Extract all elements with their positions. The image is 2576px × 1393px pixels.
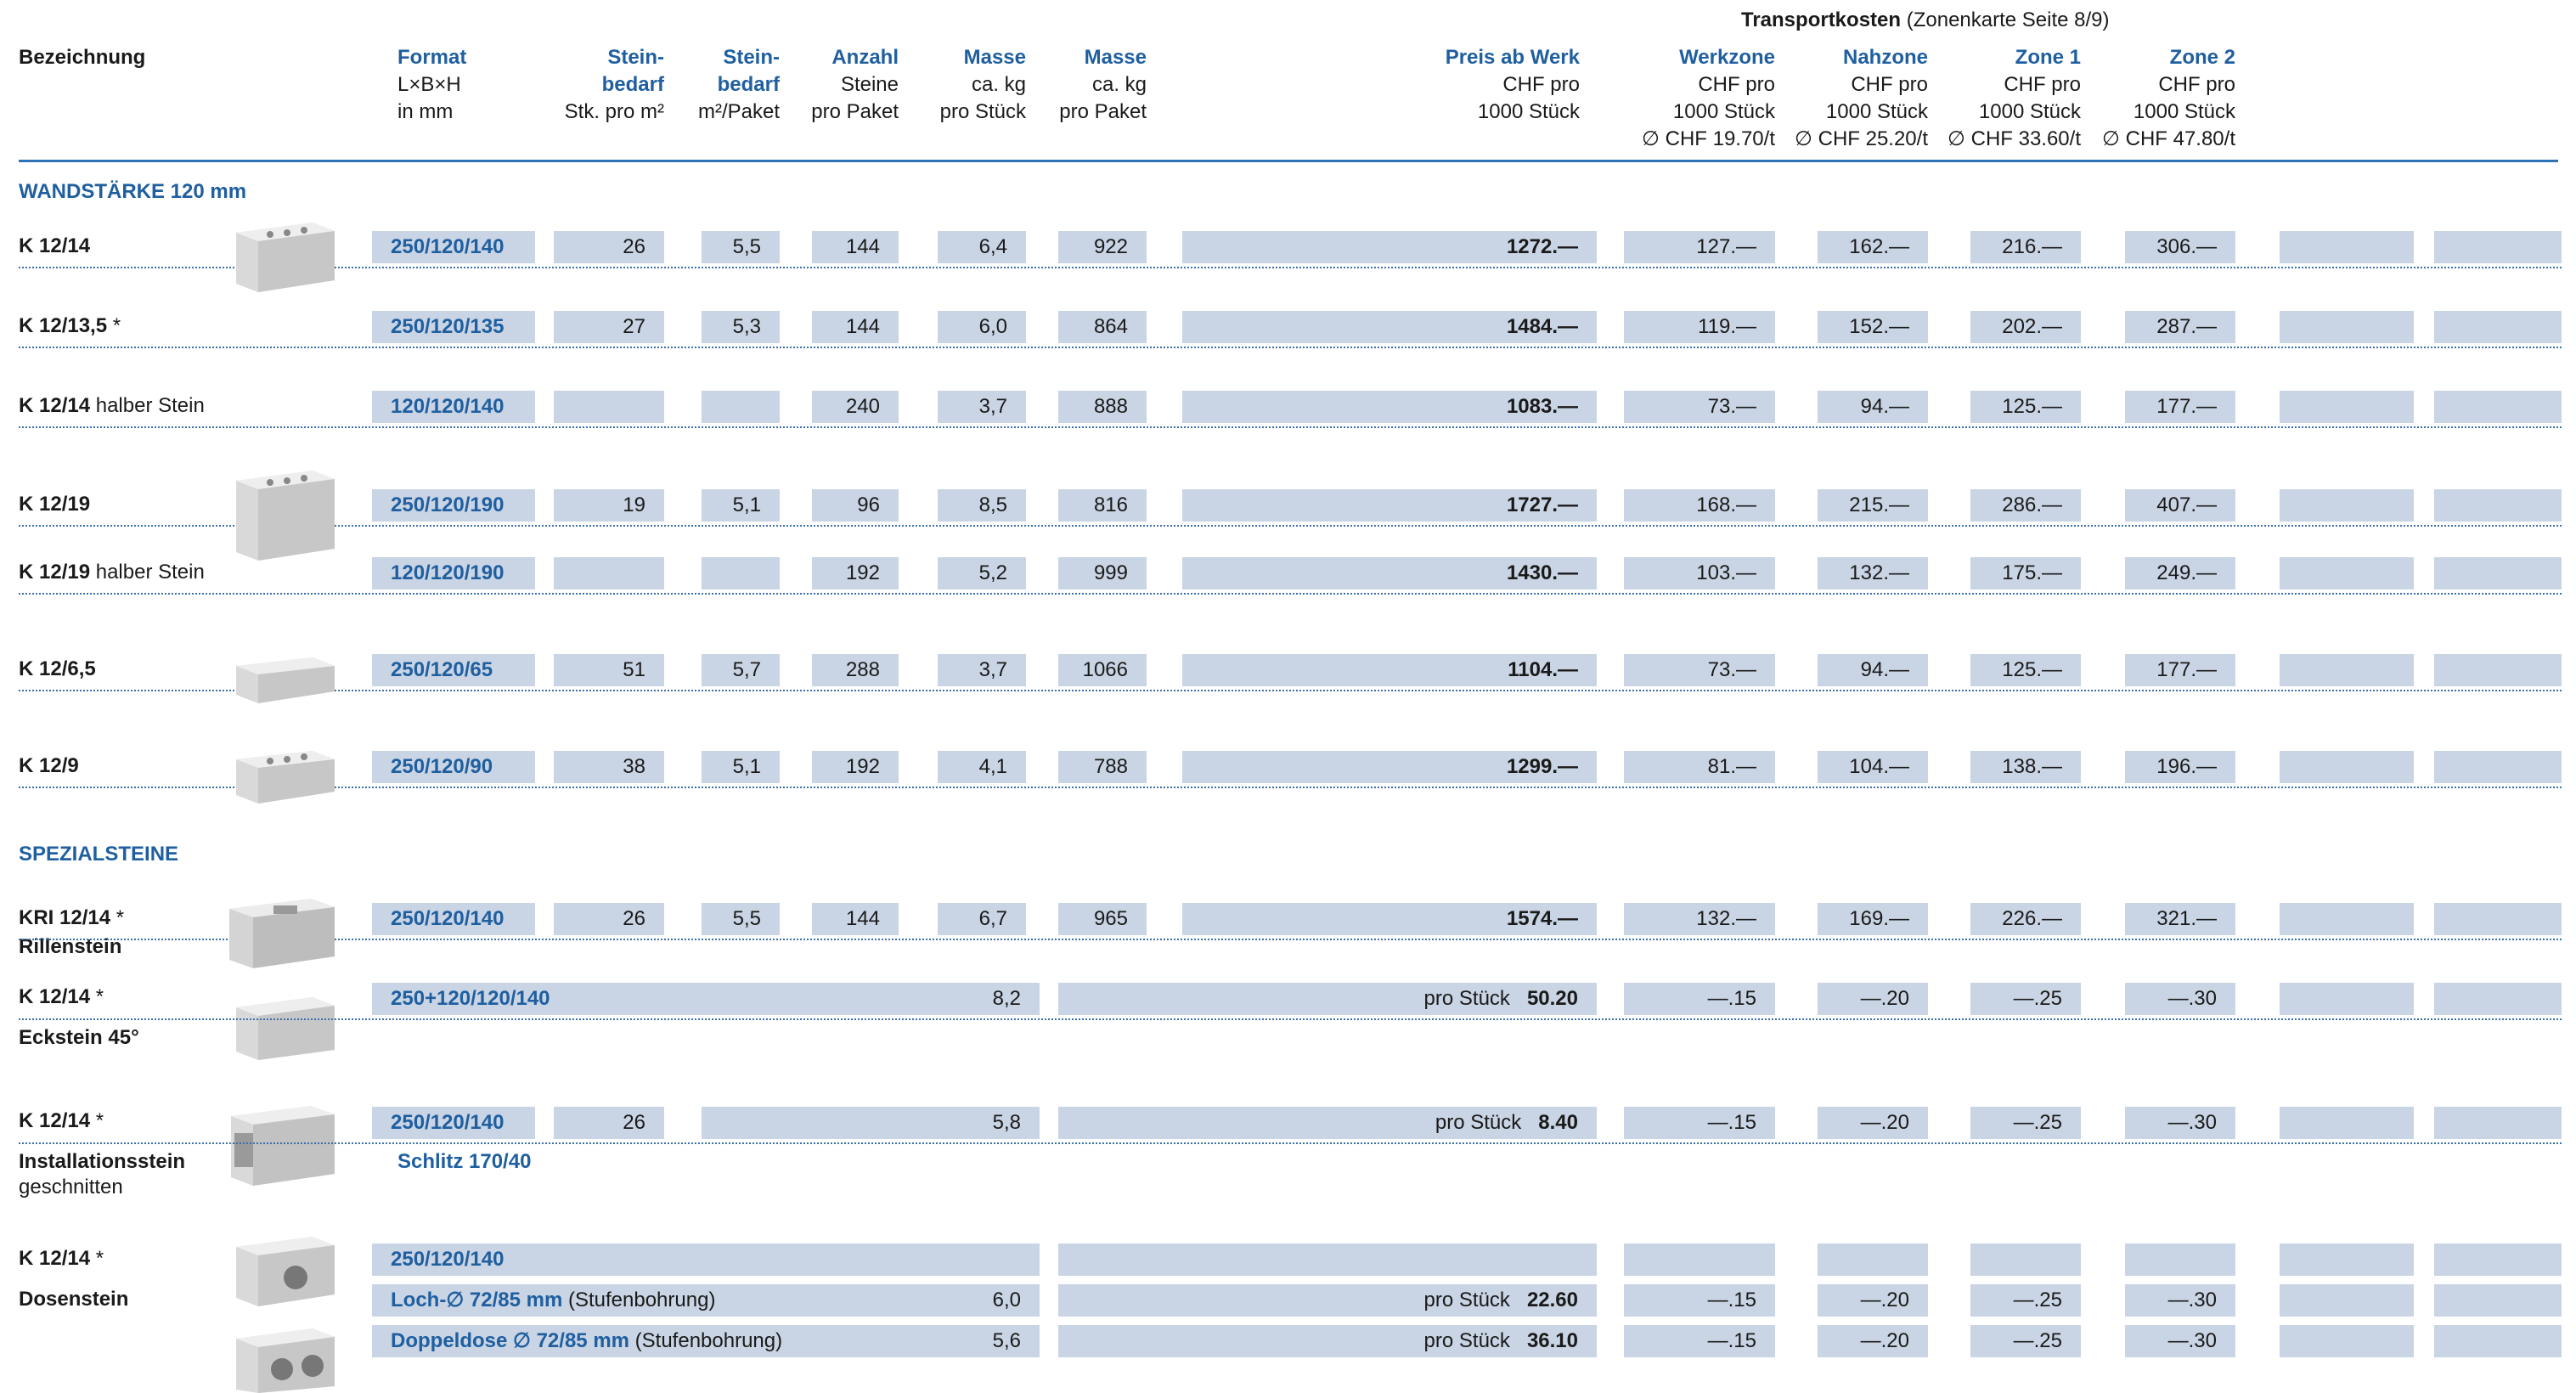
brick-icon <box>228 1221 338 1310</box>
zone-cell <box>2280 1107 2414 1139</box>
table-cell: 5,1 <box>702 751 780 783</box>
eckstein-sub: Eckstein 45° <box>19 1026 139 1049</box>
zone-cell <box>2280 1244 2414 1276</box>
table-cell <box>2434 489 2562 522</box>
table-cell: 27 <box>554 311 664 343</box>
dosen-price-empty <box>1058 1244 1597 1276</box>
table-cell <box>2280 311 2414 343</box>
row-name: K 12/19 <box>19 561 91 584</box>
row-label <box>19 394 205 418</box>
table-cell <box>2434 311 2562 343</box>
table-cell: 1727.— <box>1182 489 1597 522</box>
table-cell: 120/120/140 <box>372 391 535 423</box>
table-cell <box>2280 751 2414 783</box>
table-cell: 192 <box>812 751 899 783</box>
table-cell <box>554 391 664 423</box>
col-nahzone: Nahzone CHF pro 1000 Stück ∅ CHF 25.20/t <box>1795 46 1928 150</box>
zone-cell <box>1624 1244 1775 1276</box>
table-cell: 788 <box>1058 751 1147 783</box>
table-cell: 306.— <box>2125 231 2235 263</box>
table-cell: 5,5 <box>702 903 780 935</box>
table-cell <box>2280 391 2414 423</box>
col-bedarf-stk: Stein- bedarf Stk. pro m² <box>564 46 664 123</box>
table-cell: 1430.— <box>1182 557 1597 589</box>
table-cell: 144 <box>812 903 899 935</box>
zone-cell <box>2125 1244 2235 1276</box>
table-cell: 144 <box>812 311 899 343</box>
table-cell: 215.— <box>1818 489 1928 522</box>
row-name: K 12/6,5 <box>19 657 96 680</box>
row-divider <box>19 1142 2562 1144</box>
table-cell <box>2280 231 2414 263</box>
col-zone2: Zone 2 CHF pro 1000 Stück ∅ CHF 47.80/t <box>2102 46 2235 150</box>
install-format2: Schlitz 170/40 <box>397 1150 532 1173</box>
table-cell: 120/120/190 <box>372 557 535 589</box>
install-format-bar: 250/120/140 <box>372 1107 535 1139</box>
row-divider <box>19 593 2562 595</box>
table-cell: 1299.— <box>1182 751 1597 783</box>
table-cell <box>702 557 780 589</box>
zone-cell <box>2434 1325 2562 1357</box>
dosen-sub: Dosenstein <box>19 1288 129 1311</box>
row-name: K 12/14 <box>19 234 91 257</box>
row-label <box>19 493 90 516</box>
table-cell: 1066 <box>1058 654 1147 686</box>
row-label <box>19 314 121 338</box>
table-cell <box>2280 557 2414 589</box>
transport-note: (Zonenkarte Seite 8/9) <box>1906 8 2110 31</box>
row-suffix: * <box>107 314 121 337</box>
section-spezialsteine: SPEZIALSTEINE <box>19 843 179 866</box>
zone-cell <box>2280 1325 2414 1357</box>
table-cell <box>2280 903 2414 935</box>
dosen-format-bar: 250/120/140 <box>372 1244 1040 1276</box>
table-cell: 216.— <box>1970 231 2081 263</box>
table-cell: 5,5 <box>702 231 780 263</box>
zone-cell: —.20 <box>1818 1284 1928 1317</box>
table-cell: 73.— <box>1624 391 1775 423</box>
table-cell: 177.— <box>2125 654 2235 686</box>
table-cell: 250/120/140 <box>372 903 535 935</box>
col-bezeichnung: Bezeichnung <box>19 46 146 69</box>
section-wandstaerke: WANDSTÄRKE 120 mm <box>19 180 247 203</box>
table-cell: 250/120/140 <box>372 231 535 263</box>
zone-cell: —.20 <box>1818 1107 1928 1139</box>
table-cell: 287.— <box>2125 311 2235 343</box>
zone-cell <box>2434 1107 2562 1139</box>
table-cell: 73.— <box>1624 654 1775 686</box>
col-zone1: Zone 1 CHF pro 1000 Stück ∅ CHF 33.60/t <box>1948 46 2081 150</box>
zone-cell: —.30 <box>2125 1284 2235 1317</box>
zone-cell: —.20 <box>1818 983 1928 1015</box>
install-masse-bar: 5,8 <box>702 1107 1040 1139</box>
header-rule <box>19 160 2558 162</box>
table-cell: 5,1 <box>702 489 780 522</box>
col-format: Format L×B×H in mm <box>397 46 467 123</box>
table-cell: 1484.— <box>1182 311 1597 343</box>
table-cell: 999 <box>1058 557 1147 589</box>
table-cell: 3,7 <box>938 654 1026 686</box>
row-suffix: halber Stein <box>90 394 205 417</box>
zone-cell: —.15 <box>1624 1325 1775 1357</box>
table-cell: 8,5 <box>938 489 1026 522</box>
zone-cell: —.30 <box>2125 1325 2235 1357</box>
table-cell: 288 <box>812 654 899 686</box>
table-cell: 196.— <box>2125 751 2235 783</box>
install-price-bar: pro Stück 8.40 <box>1058 1107 1597 1139</box>
table-cell: 922 <box>1058 231 1147 263</box>
table-cell <box>2434 231 2562 263</box>
table-cell: 250/120/135 <box>372 311 535 343</box>
table-cell: 965 <box>1058 903 1147 935</box>
zone-cell <box>2434 983 2562 1015</box>
eckstein-price-bar: pro Stück 50.20 <box>1058 983 1597 1015</box>
table-cell: 175.— <box>1970 557 2081 589</box>
zone-cell: —.25 <box>1970 1284 2081 1317</box>
zone-cell: —.25 <box>1970 1325 2081 1357</box>
brick-icon <box>228 985 338 1062</box>
row-label <box>19 234 90 258</box>
table-cell: 119.— <box>1624 311 1775 343</box>
zone-cell <box>2434 1244 2562 1276</box>
table-cell: 6,0 <box>938 311 1026 343</box>
zone-cell <box>2280 1284 2414 1317</box>
table-cell: 240 <box>812 391 899 423</box>
eckstein-format-bar: 250+120/120/140 8,2 <box>372 983 1040 1015</box>
doppel-price-bar: pro Stück 36.10 <box>1058 1325 1597 1357</box>
zone-cell <box>1818 1244 1928 1276</box>
table-cell: 6,7 <box>938 903 1026 935</box>
table-cell <box>2434 751 2562 783</box>
col-anzahl: Anzahl Steine pro Paket <box>811 46 899 123</box>
row-label <box>19 906 124 930</box>
table-cell: 138.— <box>1970 751 2081 783</box>
brick-icon <box>228 741 338 809</box>
table-cell: 888 <box>1058 391 1147 423</box>
row-name: K 12/14 <box>19 394 91 417</box>
zone-cell: —.20 <box>1818 1325 1928 1357</box>
zone-cell: —.30 <box>2125 1107 2235 1139</box>
table-cell: 104.— <box>1818 751 1928 783</box>
col-masse-paket: Masse ca. kg pro Paket <box>1059 46 1147 123</box>
table-cell <box>2434 391 2562 423</box>
row-divider <box>19 525 2562 527</box>
table-cell: 1574.— <box>1182 903 1597 935</box>
table-cell: 125.— <box>1970 654 2081 686</box>
table-cell: 132.— <box>1818 557 1928 589</box>
eckstein-label: K 12/14 * <box>19 985 104 1008</box>
col-werkzone: Werkzone CHF pro 1000 Stück ∅ CHF 19.70/t <box>1642 46 1775 150</box>
table-cell: 3,7 <box>938 391 1026 423</box>
brick-icon <box>228 649 338 710</box>
row-divider <box>19 347 2562 348</box>
table-cell: 1272.— <box>1182 231 1597 263</box>
table-cell: 5,7 <box>702 654 780 686</box>
row-name: K 12/19 <box>19 493 91 516</box>
zone-cell: —.25 <box>1970 1107 2081 1139</box>
table-cell: 6,4 <box>938 231 1026 263</box>
table-cell: 81.— <box>1624 751 1775 783</box>
table-cell: 94.— <box>1818 391 1928 423</box>
table-cell: 152.— <box>1818 311 1928 343</box>
transport-title: Transportkosten <box>1741 8 1902 31</box>
table-cell: 1104.— <box>1182 654 1597 686</box>
table-cell: 169.— <box>1818 903 1928 935</box>
row-divider <box>19 787 2562 788</box>
table-cell: 5,2 <box>938 557 1026 589</box>
zone-cell: —.30 <box>2125 983 2235 1015</box>
table-cell: 816 <box>1058 489 1147 522</box>
transport-header <box>1741 7 2110 34</box>
brick-icon <box>223 883 341 972</box>
table-cell: 1083.— <box>1182 391 1597 423</box>
table-cell <box>2280 654 2414 686</box>
brick-icon <box>228 1315 338 1393</box>
install-sub2: geschnitten <box>19 1176 123 1198</box>
table-cell <box>2434 654 2562 686</box>
row-divider <box>19 267 2562 268</box>
table-cell <box>554 557 664 589</box>
row-label <box>19 657 96 681</box>
table-cell: 5,3 <box>702 311 780 343</box>
brick-icon <box>223 1091 341 1191</box>
zone-cell <box>2434 1284 2562 1317</box>
loch-price-bar: pro Stück 22.60 <box>1058 1284 1597 1317</box>
row-label <box>19 754 79 778</box>
row-suffix: halber Stein <box>90 561 205 584</box>
table-cell: 249.— <box>2125 557 2235 589</box>
doppel-bar: Doppeldose ∅ 72/85 mm (Stufenbohrung) 5,6 <box>372 1325 1040 1357</box>
table-cell: 202.— <box>1970 311 2081 343</box>
install-stk-bar: 26 <box>554 1107 664 1139</box>
table-cell: 127.— <box>1624 231 1775 263</box>
loch-bar: Loch-∅ 72/85 mm (Stufenbohrung) 6,0 <box>372 1284 1040 1317</box>
zone-cell: —.15 <box>1624 1107 1775 1139</box>
table-cell: 26 <box>554 903 664 935</box>
table-cell: 864 <box>1058 311 1147 343</box>
table-cell: 96 <box>812 489 899 522</box>
table-cell <box>702 391 780 423</box>
row-divider <box>19 939 2562 940</box>
table-cell: 168.— <box>1624 489 1775 522</box>
table-cell: 177.— <box>2125 391 2235 423</box>
table-cell: 192 <box>812 557 899 589</box>
table-cell: 250/120/65 <box>372 654 535 686</box>
table-cell: 144 <box>812 231 899 263</box>
row-name: K 12/9 <box>19 754 79 777</box>
table-cell: 4,1 <box>938 751 1026 783</box>
table-cell: 51 <box>554 654 664 686</box>
col-bedarf-m2: Stein- bedarf m²/Paket <box>697 46 780 123</box>
row-sublabel: Rillenstein <box>19 935 122 958</box>
table-cell: 286.— <box>1970 489 2081 522</box>
zone-cell <box>1970 1244 2081 1276</box>
table-cell <box>2434 903 2562 935</box>
install-label: K 12/14 * <box>19 1109 104 1132</box>
table-cell <box>2280 489 2414 522</box>
row-divider <box>19 690 2562 691</box>
table-cell: 250/120/90 <box>372 751 535 783</box>
table-cell: 94.— <box>1818 654 1928 686</box>
table-cell: 103.— <box>1624 557 1775 589</box>
row-name: K 12/13,5 <box>19 314 108 337</box>
zone-cell <box>2280 983 2414 1015</box>
table-cell: 407.— <box>2125 489 2235 522</box>
zone-cell: —.15 <box>1624 983 1775 1015</box>
table-cell: 19 <box>554 489 664 522</box>
table-cell: 132.— <box>1624 903 1775 935</box>
col-masse-stueck: Masse ca. kg pro Stück <box>939 46 1026 123</box>
row-divider <box>19 426 2562 428</box>
table-cell: 226.— <box>1970 903 2081 935</box>
zone-cell: —.15 <box>1624 1284 1775 1317</box>
install-sub: Installationsstein <box>19 1150 186 1173</box>
table-cell: 321.— <box>2125 903 2235 935</box>
brick-icon <box>228 207 338 296</box>
brick-icon <box>228 455 338 564</box>
col-preis: Preis ab Werk CHF pro 1000 Stück <box>1445 46 1580 123</box>
row-label <box>19 561 205 584</box>
table-cell: 250/120/190 <box>372 489 535 522</box>
table-cell: 125.— <box>1970 391 2081 423</box>
row-name: KRI 12/14 <box>19 906 111 929</box>
table-cell <box>2434 557 2562 589</box>
table-cell: 26 <box>554 231 664 263</box>
dosen-label: K 12/14 * <box>19 1247 104 1270</box>
zone-cell: —.25 <box>1970 983 2081 1015</box>
table-cell: 38 <box>554 751 664 783</box>
row-suffix: * <box>110 906 125 929</box>
table-cell: 162.— <box>1818 231 1928 263</box>
row-divider <box>19 1018 2562 1020</box>
